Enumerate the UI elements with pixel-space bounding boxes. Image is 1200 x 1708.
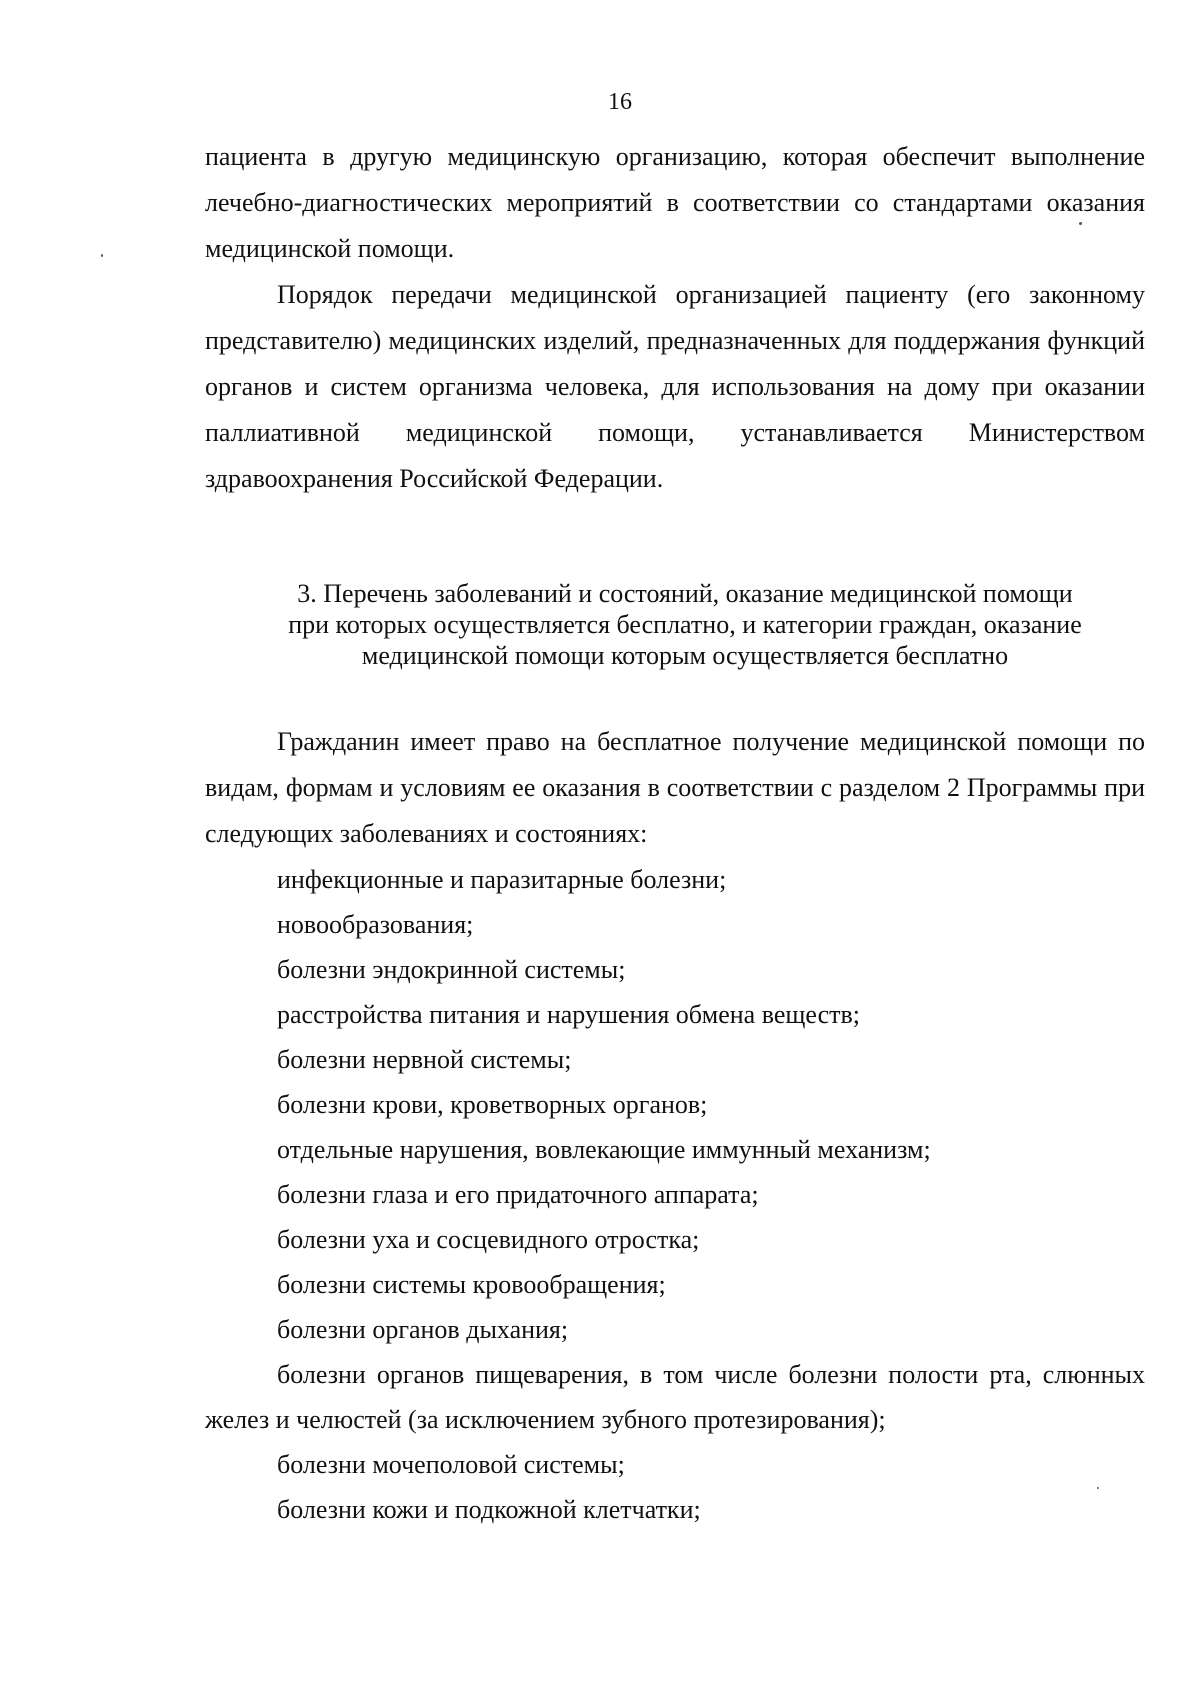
section-heading-line-2: при которых осуществляется бесплатно, и категории граждан, оказание	[288, 610, 1082, 639]
section-heading-line-1: 3. Перечень заболеваний и состояний, оказание медицинской помощи	[297, 579, 1073, 608]
list-item: болезни органов дыхания;	[277, 1315, 569, 1344]
list-item: болезни системы кровообращения;	[277, 1270, 666, 1299]
document-body	[205, 134, 1145, 1532]
list-item: инфекционные и паразитарные болезни;	[277, 865, 727, 894]
list-item: новообразования;	[277, 910, 474, 939]
conditions-list	[205, 857, 1145, 1532]
list-item: болезни органов пищеварения, в том числе болезни полости рта, слюнных желез и челюстей (за исключением зубного протезирования);	[205, 1360, 1145, 1434]
list-item: болезни кожи и подкожной клетчатки;	[277, 1495, 701, 1524]
list-item: болезни крови, кроветворных органов;	[277, 1090, 708, 1119]
paragraph-right: Гражданин имеет право на бесплатное получение медицинской помощи по видам, формам и условиям ее оказания в соответствии с разделом 2 Программы при следующих заболеваниях и состояниях:	[205, 727, 1145, 848]
scan-speck	[1097, 1487, 1099, 1489]
list-item: болезни мочеполовой системы;	[277, 1450, 625, 1479]
scan-speck	[1079, 222, 1082, 225]
section-heading-line-3: медицинской помощи которым осуществляется бесплатно	[361, 641, 1009, 670]
paragraph-order: Порядок передачи медицинской организацией пациенту (его законному представителю) медицинских изделий, предназначенных для поддержания функций органов и систем организма человека, для использования на дому при оказании паллиативной медицинской помощи, устанавливается Министерством здравоохранения Российской Федерации.	[205, 280, 1145, 493]
list-item: болезни глаза и его придаточного аппарата;	[277, 1180, 759, 1209]
section-heading	[205, 578, 1145, 671]
list-item: отдельные нарушения, вовлекающие иммунный механизм;	[277, 1135, 931, 1164]
page-number: 16	[608, 89, 632, 115]
scan-speck	[101, 254, 103, 257]
list-item: расстройства питания и нарушения обмена веществ;	[277, 1000, 860, 1029]
list-item: болезни уха и сосцевидного отростка;	[277, 1225, 700, 1254]
list-item: болезни эндокринной системы;	[277, 955, 626, 984]
paragraph-continued: пациента в другую медицинскую организацию, которая обеспечит выполнение лечебно-диагностических мероприятий в соответствии со стандартами оказания медицинской помощи.	[205, 142, 1145, 263]
list-item: болезни нервной системы;	[277, 1045, 572, 1074]
